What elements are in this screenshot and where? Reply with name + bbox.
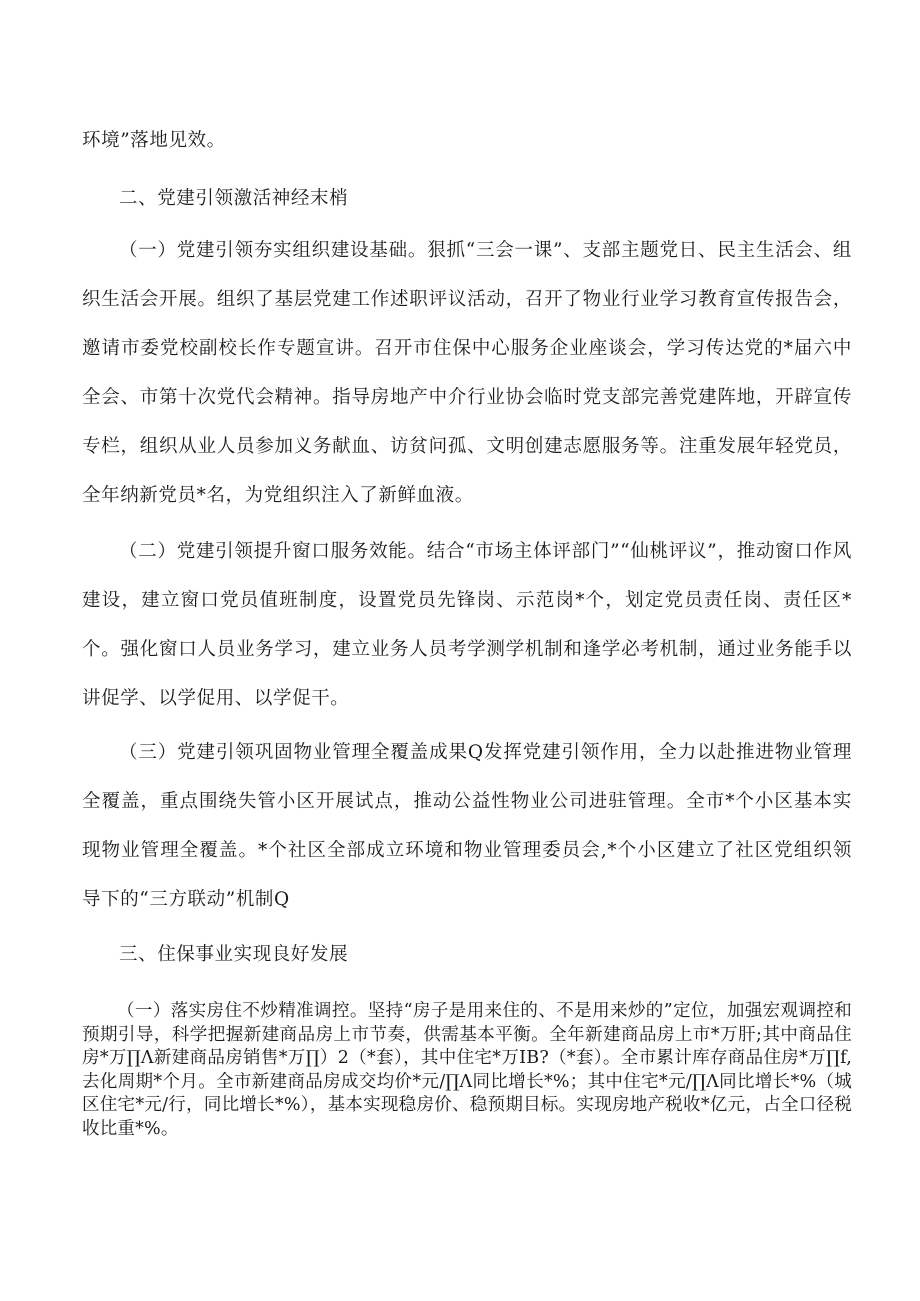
- continuation-paragraph: 环境”落地见效。: [82, 130, 226, 151]
- section-heading-2: 二、党建引领激活神经末梢: [119, 188, 349, 209]
- section-3-paragraph-1: （一）落实房住不炒精准调控。坚持“房子是用来住的、不是用来炒的”定位，加强宏观调控和预期引导，科学把握新建商品房上市节奏，供需基本平衡。全年新建商品房上市*万肝;其中商品住房*万∏Λ新建商品房销售*万∏）2（*套），其中住宅*万IB?（*套）。全市累计库存商品住房*万∏f,去化周期*个月。全市新建商品房成交均价*元/∏Λ同比增长*%；其中住宅*元/∏Λ同比增长*%（城区住宅*元/行，同比增长*%），基本实现稳房价、稳预期目标。实现房地产税收*亿元，占全口径税收比重*%。: [82, 1001, 852, 1139]
- section-2-paragraph-1: （一）党建引领夯实组织建设基础。狠抓“三会一课”、支部主题党日、民主生活会、组织生活会开展。组织了基层党建工作述职评议活动，召开了物业行业学习教育宣传报告会，邀请市委党校副校长作专题宣讲。召开市住保中心服务企业座谈会，学习传达党的*届六中全会、市第十次党代会精神。指导房地产中介行业协会临时党支部完善党建阵地，开辟宣传专栏，组织从业人员参加义务献血、访贫问孤、文明创建志愿服务等。注重发展年轻党员，全年纳新党员*名，为党组织注入了新鲜血液。: [82, 240, 852, 506]
- section-2-paragraph-2: （二）党建引领提升窗口服务效能。结合“市场主体评部门”“仙桃评议”，推动窗口作风建设，建立窗口党员值班制度，设置党员先锋岗、示范岗*个，划定党员责任岗、责任区*个。强化窗口人员业务学习，建立业务人员考学测学机制和逢学必考机制，通过业务能手以讲促学、以学促用、以学促干。: [82, 541, 852, 709]
- section-heading-3: 三、住保事业实现良好发展: [119, 944, 349, 965]
- section-2-paragraph-3: （三）党建引领巩固物业管理全覆盖成果Q发挥党建引领作用，全力以赴推进物业管理全覆盖，重点围绕失管小区开展试点，推动公益性物业公司进驻管理。全市*个小区基本实现物业管理全覆盖。*个社区全部成立环境和物业管理委员会,*个小区建立了社区党组织领导下的“三方联动”机制Q: [82, 742, 852, 910]
